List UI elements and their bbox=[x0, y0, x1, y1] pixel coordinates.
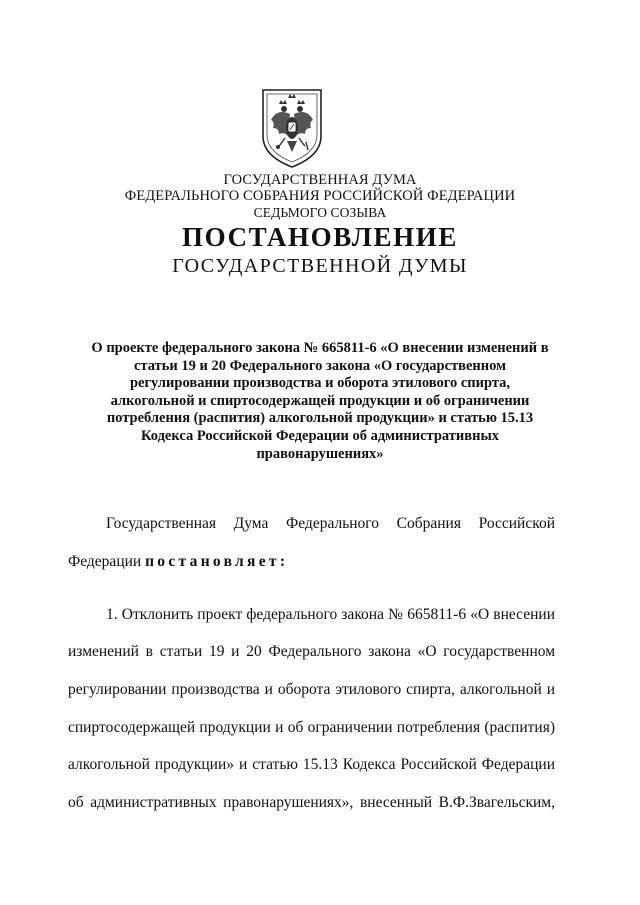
resolves-word: постановляет: bbox=[145, 553, 289, 570]
subject-line: Кодекса Российской Федерации об административных bbox=[140, 427, 500, 444]
subject-line: О проекте федерального закона № 665811-6 «О внесении изменений в bbox=[91, 340, 549, 356]
clause-line: алкогольной продукции» и статью 15.13 Кодекса Российской Федерации bbox=[68, 756, 555, 773]
header-line-state-duma: ГОСУДАРСТВЕННАЯ ДУМА bbox=[223, 172, 417, 188]
clause-line: регулировании производства и оборота этилового спирта, алкогольной и bbox=[68, 681, 555, 698]
clause-line: об административных правонарушениях», внесенный В.Ф.Звагельским, bbox=[68, 794, 555, 811]
russian-coat-of-arms-icon bbox=[259, 86, 325, 170]
preamble-line bbox=[68, 553, 555, 571]
header-line-convocation: СЕДЬМОГО СОЗЫВА bbox=[253, 205, 387, 220]
document-title: ПОСТАНОВЛЕНИЕ bbox=[182, 222, 458, 252]
subject-line: алкогольной и спиртосодержащей продукции и об ограничении bbox=[110, 392, 530, 409]
clause-line: 1. Отклонить проект федерального закона № 665811-6 «О внесении bbox=[106, 606, 555, 623]
document-subtitle: ГОСУДАРСТВЕННОЙ ДУМЫ bbox=[172, 255, 468, 277]
subject-line: регулировании производства и оборота этилового спирта, bbox=[129, 375, 511, 392]
clause-line: изменений в статьи 19 и 20 Федерального закона «О государственном bbox=[68, 643, 555, 660]
subject-line: потребления (распития) алкогольной продукции» и статью 15.13 bbox=[106, 410, 534, 427]
subject-line: статьи 19 и 20 Федерального закона «О государственном bbox=[134, 357, 506, 374]
header-line-federal-assembly: ФЕДЕРАЛЬНОГО СОБРАНИЯ РОССИЙСКОЙ ФЕДЕРАЦИИ bbox=[124, 188, 516, 204]
subject-line: правонарушениях» bbox=[256, 445, 384, 462]
document-subject bbox=[60, 340, 580, 463]
clause-line: спиртосодержащей продукции и об ограничении потребления (распития) bbox=[68, 719, 555, 736]
preamble-prefix: Федерации bbox=[68, 553, 146, 570]
preamble-line: Государственная Дума Федерального Собрания Российской bbox=[106, 515, 555, 532]
